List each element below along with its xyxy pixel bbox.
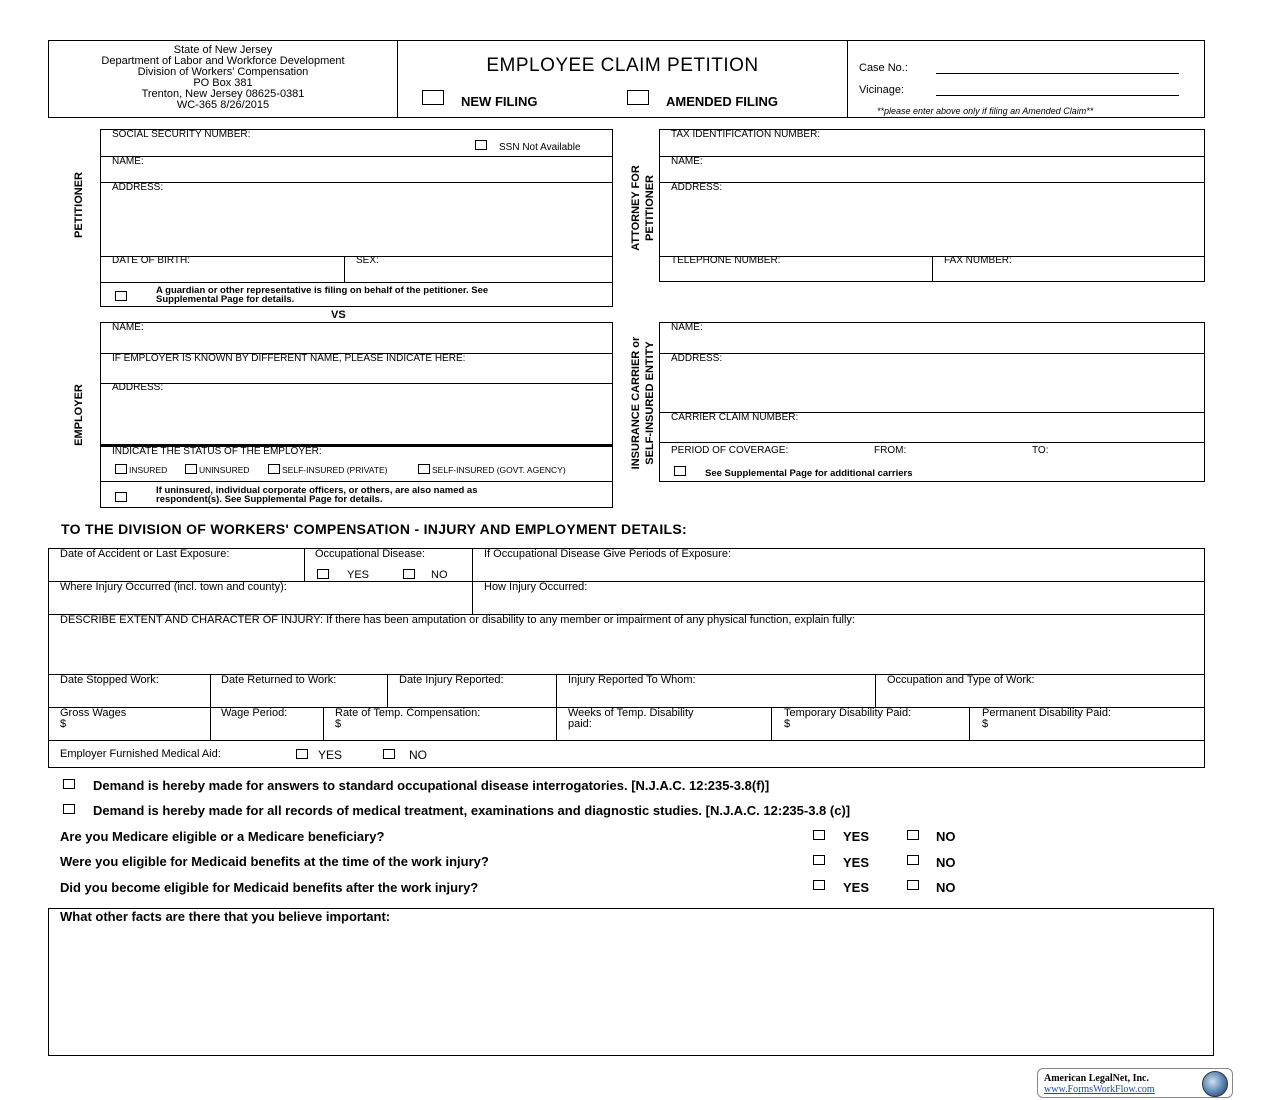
occ-disease-yes-label: YES — [347, 569, 370, 581]
medicaid-at-injury-no-checkbox[interactable] — [907, 855, 919, 865]
ssn-na-label: SSN Not Available — [499, 142, 581, 153]
attorney-name-label: NAME: — [671, 156, 703, 167]
footer-logo — [1037, 1068, 1233, 1098]
temp-paid-label: Temporary Disability Paid: — [784, 707, 912, 719]
uninsured-label: UNINSURED — [199, 465, 250, 475]
petitioner-name-label: NAME: — [112, 156, 144, 167]
attorney-address-label: ADDRESS: — [671, 182, 723, 193]
divider — [659, 182, 1205, 183]
header-divider-1 — [397, 40, 398, 118]
demand-interrogatories-text: Demand is hereby made for answers to standard occupational disease interrogatories. [N.J.A.C. 12:235-3.8(f)] — [93, 778, 770, 793]
medicaid-after-injury-no-label: NO — [936, 880, 956, 895]
occ-disease-no-label: NO — [431, 569, 448, 581]
attorney-side-line-2: PETITIONER — [644, 175, 656, 242]
carrier-name-label: NAME: — [671, 322, 703, 333]
attorney-side-line-1: ATTORNEY FOR — [630, 165, 642, 251]
perm-paid-dollar: $ — [982, 718, 989, 730]
employer-name-label: NAME: — [112, 322, 144, 333]
guardian-text-2: Supplemental Page for details. — [156, 294, 295, 305]
coverage-from-label: FROM: — [874, 445, 907, 456]
divider — [210, 674, 211, 740]
form-title: EMPLOYEE CLAIM PETITION — [486, 55, 759, 76]
medical-aid-no-checkbox[interactable] — [383, 749, 395, 759]
divider — [932, 256, 933, 282]
ssn-label: SOCIAL SECURITY NUMBER: — [112, 129, 251, 140]
medicare-question: Are you Medicare eligible or a Medicare beneficiary? — [60, 829, 385, 844]
divider — [875, 674, 876, 707]
telephone-label: TELEPHONE NUMBER: — [671, 255, 781, 266]
amended-note: **please enter above only if filing an Amended Claim** — [877, 106, 1094, 116]
divider — [387, 674, 388, 707]
guardian-checkbox[interactable] — [115, 291, 127, 301]
insured-checkbox[interactable] — [115, 464, 127, 474]
medicaid-at-injury-question: Were you eligible for Medicaid benefits at the time of the work injury? — [60, 854, 489, 869]
date-returned-label: Date Returned to Work: — [221, 674, 337, 686]
divider — [969, 707, 970, 740]
case-no-line[interactable] — [936, 73, 1179, 74]
amended-filing-checkbox[interactable] — [627, 90, 649, 105]
agency-line: State of New Jersey — [173, 44, 273, 56]
carrier-frame — [659, 322, 1205, 482]
medicare-no-checkbox[interactable] — [907, 830, 919, 840]
injury-section-title: TO THE DIVISION OF WORKERS' COMPENSATION - INJURY AND EMPLOYMENT DETAILS: — [61, 521, 687, 537]
carrier-side-line-1: INSURANCE CARRIER or — [630, 336, 642, 470]
agency-line: Department of Labor and Workforce Development — [101, 55, 345, 67]
uninsured-officers-text-2: respondent(s). See Supplemental Page for details. — [156, 494, 383, 505]
describe-injury-label: DESCRIBE EXTENT AND CHARACTER OF INJURY: If there has been amputation or disability to any member or impairment of any physical function, explain fully: — [60, 614, 855, 626]
demand-medical-records-checkbox[interactable] — [63, 804, 75, 814]
medicare-no-label: NO — [936, 829, 956, 844]
how-occurred-label: How Injury Occurred: — [484, 581, 588, 593]
occ-disease-label: Occupational Disease: — [315, 548, 426, 560]
divider — [100, 182, 613, 183]
divider — [659, 156, 1205, 157]
medical-aid-no-label: NO — [409, 748, 427, 762]
medical-aid-yes-checkbox[interactable] — [296, 749, 308, 759]
divider — [472, 548, 473, 614]
employer-status-label: INDICATE THE STATUS OF THE EMPLOYER: — [112, 446, 322, 457]
footer-company: American LegalNet, Inc. — [1044, 1073, 1149, 1084]
uninsured-officers-checkbox[interactable] — [115, 492, 127, 502]
self-insured-private-checkbox[interactable] — [268, 464, 280, 474]
footer-url[interactable]: www.FormsWorkFlow.com — [1044, 1084, 1155, 1095]
medicaid-after-injury-no-checkbox[interactable] — [907, 880, 919, 890]
divider — [304, 548, 305, 581]
ssn-na-checkbox[interactable] — [475, 140, 487, 150]
petitioner-side-label: PETITIONER — [73, 172, 85, 239]
temp-rate-label: Rate of Temp. Compensation: — [335, 707, 481, 719]
divider — [100, 481, 613, 482]
occupation-label: Occupation and Type of Work: — [887, 674, 1035, 686]
divider — [48, 740, 1205, 741]
divider — [100, 156, 613, 157]
other-facts-label: What other facts are there that you believe important: — [60, 909, 391, 924]
header-divider-2 — [847, 40, 848, 118]
employer-side-label: EMPLOYER — [73, 384, 85, 446]
divider — [100, 383, 613, 384]
date-accident-label: Date of Accident or Last Exposure: — [60, 548, 230, 560]
carrier-side-line-2: SELF-INSURED ENTITY — [644, 341, 656, 465]
occ-disease-no-checkbox[interactable] — [403, 569, 415, 579]
medical-aid-label: Employer Furnished Medical Aid: — [60, 748, 221, 760]
divider — [556, 674, 557, 740]
medicaid-at-injury-yes-checkbox[interactable] — [813, 855, 825, 865]
other-facts-box[interactable] — [48, 908, 1214, 1056]
petitioner-address-label: ADDRESS: — [112, 182, 164, 193]
date-stopped-label: Date Stopped Work: — [60, 674, 159, 686]
date-reported-label: Date Injury Reported: — [399, 674, 504, 686]
agency-line: PO Box 381 — [193, 77, 253, 89]
uninsured-checkbox[interactable] — [185, 464, 197, 474]
occ-disease-yes-checkbox[interactable] — [317, 569, 329, 579]
uninsured-officers-text-1: If uninsured, individual corporate officers, or others, are also named as — [156, 485, 478, 496]
tin-label: TAX IDENTIFICATION NUMBER: — [671, 129, 821, 140]
divider — [100, 282, 613, 283]
employer-address-label: ADDRESS: — [112, 382, 164, 393]
reported-to-whom-label: Injury Reported To Whom: — [568, 674, 696, 686]
vs-label: VS — [331, 309, 346, 321]
periods-exposure-label: If Occupational Disease Give Periods of Exposure: — [484, 548, 732, 560]
case-no-label: Case No.: — [859, 62, 908, 74]
weeks-temp-label-2: paid: — [568, 718, 592, 730]
new-filing-label: NEW FILING — [461, 94, 538, 109]
coverage-to-label: TO: — [1032, 445, 1049, 456]
period-coverage-label: PERIOD OF COVERAGE: — [671, 445, 789, 456]
wage-period-label: Wage Period: — [221, 707, 288, 719]
vicinage-line[interactable] — [936, 95, 1179, 96]
carrier-side-label — [629, 328, 657, 478]
carrier-address-label: ADDRESS: — [671, 353, 723, 364]
fax-label: FAX NUMBER: — [944, 255, 1012, 266]
attorney-side-label — [629, 158, 657, 258]
new-filing-checkbox[interactable] — [422, 90, 444, 105]
divider — [323, 707, 324, 740]
agency-line: Division of Workers' Compensation — [137, 66, 309, 78]
insured-label: INSURED — [129, 465, 168, 475]
medicare-yes-label: YES — [843, 829, 870, 844]
where-occurred-label: Where Injury Occurred (incl. town and county): — [60, 581, 287, 593]
gross-wages-dollar: $ — [60, 718, 67, 730]
gross-wages-label: Gross Wages — [60, 707, 127, 719]
dob-label: DATE OF BIRTH: — [112, 255, 190, 266]
divider — [659, 442, 1205, 443]
medicaid-after-injury-yes-label: YES — [843, 880, 870, 895]
guardian-text-1: A guardian or other representative is filing on behalf of the petitioner. See — [156, 285, 489, 296]
divider — [771, 707, 772, 740]
temp-paid-dollar: $ — [784, 718, 791, 730]
self-insured-govt-label: SELF-INSURED (GOVT. AGENCY) — [432, 465, 566, 475]
globe-icon — [1202, 1071, 1228, 1097]
demand-interrogatories-checkbox[interactable] — [63, 779, 75, 789]
additional-carriers-label: See Supplemental Page for additional carriers — [705, 468, 913, 479]
perm-paid-label: Permanent Disability Paid: — [982, 707, 1112, 719]
medicaid-at-injury-yes-label: YES — [843, 855, 870, 870]
medicaid-at-injury-no-label: NO — [936, 855, 956, 870]
agency-line: Trenton, New Jersey 08625-0381 — [141, 88, 305, 100]
amended-filing-label: AMENDED FILING — [666, 94, 778, 109]
additional-carriers-checkbox[interactable] — [674, 466, 686, 476]
temp-rate-dollar: $ — [335, 718, 342, 730]
medicaid-after-injury-question: Did you become eligible for Medicaid benefits after the work injury? — [60, 880, 479, 895]
self-insured-govt-checkbox[interactable] — [418, 464, 430, 474]
agency-block — [49, 45, 397, 111]
agency-line: WC-365 8/26/2015 — [176, 99, 270, 111]
divider — [344, 256, 345, 282]
carrier-claim-label: CARRIER CLAIM NUMBER: — [671, 412, 799, 423]
demand-medical-records-text: Demand is hereby made for all records of medical treatment, examinations and diagnostic studies. [N.J.A.C. 12:235-3.8 (c)] — [93, 803, 851, 818]
medicaid-after-injury-yes-checkbox[interactable] — [813, 880, 825, 890]
sex-label: SEX: — [356, 255, 379, 266]
medical-aid-yes-label: YES — [318, 748, 343, 762]
self-insured-private-label: SELF-INSURED (PRIVATE) — [282, 465, 388, 475]
divider — [659, 353, 1205, 354]
weeks-temp-label-1: Weeks of Temp. Disability — [568, 707, 694, 719]
medicare-yes-checkbox[interactable] — [813, 830, 825, 840]
employer-diff-name-label: IF EMPLOYER IS KNOWN BY DIFFERENT NAME, PLEASE INDICATE HERE: — [112, 353, 466, 364]
vicinage-label: Vicinage: — [859, 84, 905, 96]
